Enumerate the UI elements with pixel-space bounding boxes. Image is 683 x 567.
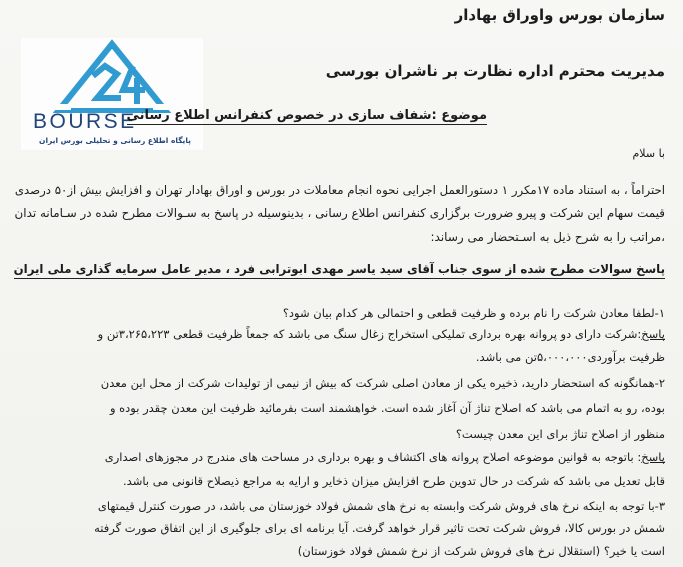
- logo-subtitle: پایگاه اطلاع رسانی و تحلیلی بورس ایران: [39, 136, 191, 145]
- answer-label: پاسخ: [641, 450, 665, 464]
- question-2-line-3: منظور از اصلاح تناژ برای این معدن چیست؟: [455, 427, 665, 441]
- bourse-24-triangle-logo-icon: [21, 38, 203, 118]
- answer-1-text: :شرکت دارای دو پروانه بهره برداری تملیکی استخراج زغال سنگ می باشد که جمعاً ظرفیت قطعی ۳،۲۶۵،۲۲۳تن و: [97, 327, 642, 341]
- question-3-line-1: ۳-با توجه به اینکه نرخ های فروش شرکت وابسته به نرخ های شمش فولاد خوزستان می باشد، در صورت کنترل قیمتهای: [97, 499, 665, 513]
- response-heading: پاسخ سوالات مطرح شده از سوی جناب آقای سید یاسر مهدی ابوترابی فرد ، مدیر عامل سرمایه گذاری ملی ایران: [14, 262, 665, 279]
- intro-line-3: ،مراتب را به شرح ذیل به اسـتحضار می رساند:: [430, 230, 665, 244]
- answer-2-line-2: قابل تعدیل می باشد که شرکت در حال تدوین طرح افزایش میزان ذخایر و ارایه به مراجع ذیصلاح قانونی می باشد.: [123, 474, 665, 488]
- question-1: ۱-لطفا معادن شرکت را نام برده و ظرفیت قطعی و احتمالی هر کدام بیان شود؟: [282, 306, 665, 320]
- answer-1-line-1: [98, 327, 665, 341]
- answer-label: پاسخ: [641, 327, 665, 341]
- answer-2-line-1: [105, 450, 665, 464]
- letter-subject: موضوع :شفاف سازی در خصوص کنفرانس اطلاع رسانی: [126, 108, 487, 123]
- bourse-logo: [21, 38, 203, 150]
- question-2-line-2: بوده، رو به اتمام می باشد که اصلاح تناژ آن آغاز شده است. خواهشمند است بفرمائید ظرفیت این معدن چقدر بوده و: [109, 401, 665, 415]
- logo-word: BOURSE: [33, 110, 137, 133]
- intro-line-1: احتراماً ، به استناد ماده ۱۷مکرر ۱ دستورالعمل اجرایی نحوه انجام معاملات در بورس و اوراق بهادار تهران و افزایش بیش از۵۰ درصدی: [14, 183, 665, 197]
- intro-line-2: قیمت سهام این شرکت و پیرو ضرورت برگزاری کنفرانس اطلاع رسانی ، بدینوسیله در پاسخ به سـوالات مطرح شده در سـامانه تدان: [14, 206, 665, 220]
- answer-1-line-2: ظرفیت برآوردی۵،۰۰۰،۰۰۰تن می باشد.: [475, 350, 665, 364]
- answer-2-text: : باتوجه به قوانین موضوعه اصلاح پروانه های اکتشاف و بهره برداری در مساحت های مندرج در مجوزهای اصداری: [104, 450, 642, 464]
- question-2-line-1: ۲-همانگونه که استحضار دارید، ذخیره یکی از معادن اصلی شرکت که بیش از نیمی از تولیدات شرکت از محل این معدن: [100, 376, 665, 390]
- question-3-line-2: شمش در بورس کالا، فروش شرکت تحت تاثیر قرار خواهد گرفت. آیا برنامه ای برای جلوگیری از این اتفاق صورت گرفته: [94, 521, 665, 535]
- header-organization: سازمان بورس واوراق بهادار: [454, 6, 665, 24]
- header-department: مدیریت محترم اداره نظارت بر ناشران بورسی: [325, 62, 665, 80]
- greeting: با سلام: [632, 147, 665, 160]
- question-3-line-3: است یا خیر؟ (استقلال نرخ های فروش شرکت از نرخ شمش فولاد خوزستان): [297, 544, 665, 558]
